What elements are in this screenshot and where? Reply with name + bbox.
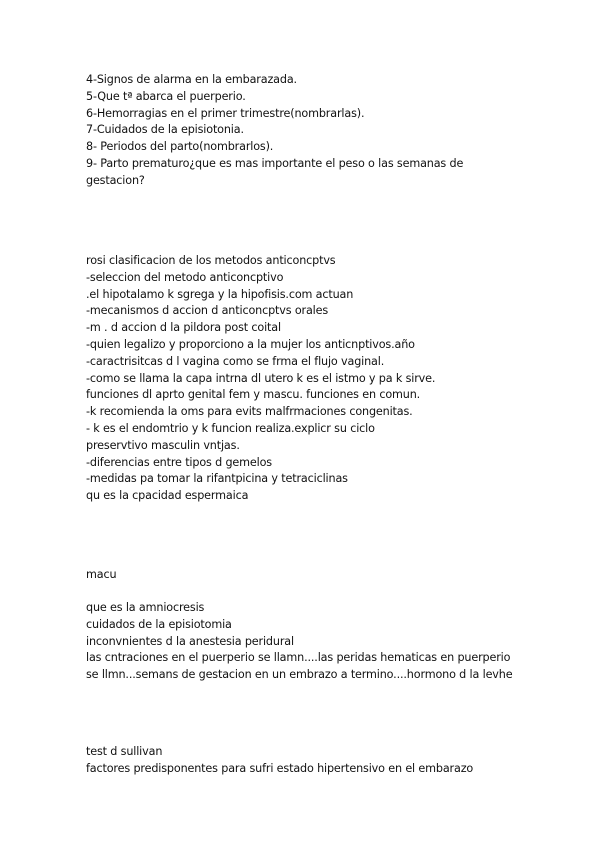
text-line: .el hipotalamo k sgrega y la hipofisis.com actuan (86, 287, 354, 301)
question-list-block-2 (86, 253, 586, 505)
text-line: test d sullivan (86, 745, 163, 758)
text-line: 4-Signos de alarma en la embarazada. (86, 73, 297, 86)
text-line: inconvnientes d la anestesia peridural (86, 634, 294, 648)
text-line: 6-Hemorragias en el primer trimestre(nombrarlas). (86, 106, 365, 120)
section-label: macu (86, 568, 117, 581)
text-line: -quien legalizo y proporciono a la mujer los anticnptivos.año (86, 337, 415, 351)
question-list-block-1 (86, 72, 586, 190)
question-list-block-3 (86, 600, 586, 684)
text-line: -medidas pa tomar la rifantpicina y tetraciclinas (86, 472, 348, 486)
text-line: 9- Parto prematuro¿que es mas importante el peso o las semanas de gestacion? (86, 156, 464, 187)
text-line: 7-Cuidados de la episiotonia. (86, 123, 244, 137)
text-line: cuidados de la episiotomia (86, 617, 232, 631)
text-line: -como se llama la capa intrna dl utero k es el istmo y pa k sirve. (86, 371, 436, 385)
section-label-block (86, 567, 586, 584)
text-line: se llmn...semans de gestacion en un embrazo a termino....hormono d la levhe (86, 668, 513, 682)
text-line: -m . d accion d la pildora post coital (86, 321, 281, 335)
text-line: qu es la cpacidad espermaica (86, 489, 249, 503)
text-line: -seleccion del metodo anticoncptivo (86, 270, 284, 284)
text-line: -diferencias entre tipos d gemelos (86, 455, 272, 469)
text-line: rosi clasificacion de los metodos anticoncptvs (86, 254, 336, 267)
text-line: -caractrisitcas d l vagina como se frma el flujo vaginal. (86, 354, 385, 368)
text-line: las cntraciones en el puerperio se llamn....las peridas hematicas en puerperio (86, 651, 511, 665)
text-line: 5-Que tª abarca el puerperio. (86, 89, 246, 103)
text-line: preservtivo masculin vntjas. (86, 438, 240, 452)
text-line: - k es el endomtrio y k funcion realiza.explicr su ciclo (86, 421, 375, 435)
text-line: 8- Periodos del parto(nombrarlos). (86, 140, 274, 154)
text-line: factores predisponentes para sufri estado hipertensivo en el embarazo (86, 761, 474, 775)
text-line: -k recomienda la oms para evits malfrmaciones congenitas. (86, 405, 413, 419)
question-list-block-4 (86, 744, 586, 778)
text-line: funciones dl aprto genital fem y mascu. funciones en comun. (86, 388, 421, 402)
text-line: -mecanismos d accion d anticoncptvs orales (86, 304, 329, 318)
text-line: que es la amniocresis (86, 601, 205, 614)
